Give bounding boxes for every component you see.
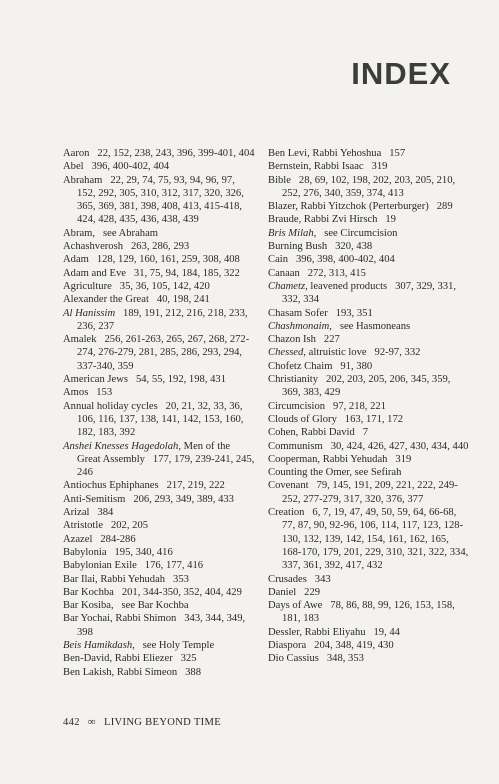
index-entry-text: Ben-David, Rabbi Eliezer 325 <box>63 653 197 665</box>
index-entry-text: Adam and Eve 31, 75, 94, 184, 185, 322 <box>63 267 240 279</box>
index-entry-text: Bible 28, 69, 102, 198, 202, 203, 205, 210, 252, 276, 340, 359, 374, 413 <box>268 174 458 199</box>
index-entry <box>268 160 470 173</box>
running-title: LIVING BEYOND TIME <box>103 716 221 728</box>
index-entry <box>268 373 470 400</box>
index-entry-text: see Circumcision <box>316 227 398 239</box>
index-entry-text: Counting the Omer, see Sefirah <box>268 467 402 479</box>
index-entry-text: Abraham 22, 29, 74, 75, 93, 94, 96, 97, 152, 292, 305, 310, 312, 317, 320, 326, 365, 369, 381, 398, 408, 413, 415-418, 424, 428, 435, 436, 438, 439 <box>63 174 247 226</box>
index-entry <box>268 320 470 333</box>
index-entry <box>63 440 258 480</box>
index-entry <box>268 200 470 213</box>
index-entry <box>63 240 255 253</box>
index-entry-text: Atristotle 202, 205 <box>63 520 149 532</box>
index-entry <box>268 413 470 426</box>
index-entry <box>63 293 255 306</box>
index-entry <box>268 506 470 572</box>
index-entry <box>63 280 255 293</box>
index-entry <box>63 373 255 386</box>
index-entry <box>268 466 470 479</box>
index-entry-italic-term: Chessed, <box>268 347 306 359</box>
index-entry-text: Crusades 343 <box>268 573 331 585</box>
index-entry-text: Achashverosh 263, 286, 293 <box>63 241 190 253</box>
index-entry-italic-term: Beis Hamikdash, <box>63 639 135 651</box>
index-entry-text: Ben Levi, Rabbi Yehoshua 157 <box>268 148 406 159</box>
index-entry <box>268 639 470 652</box>
index-entry-text: see Hasmoneans <box>331 320 411 332</box>
index-entry <box>63 493 255 506</box>
index-entry-text: Christianity 202, 203, 205, 206, 345, 359, 369, 383, 429 <box>268 374 454 399</box>
index-entry <box>268 147 470 160</box>
index-entry <box>268 174 470 201</box>
index-entry-text: Bar Kochba 201, 344-350, 352, 404, 429 <box>63 586 242 598</box>
index-entry-text: Chofetz Chaim 91, 380 <box>268 360 373 372</box>
index-entry <box>268 346 470 359</box>
index-entry-text: Babylonia 195, 340, 416 <box>63 546 173 558</box>
index-entry-text: Braude, Rabbi Zvi Hirsch 19 <box>268 214 396 226</box>
index-entry-text: Canaan 272, 313, 415 <box>268 267 366 279</box>
index-entry-text: Antiochus Ephiphanes 217, 219, 222 <box>63 480 225 492</box>
index-entry-text: 189, 191, 212, 216, 218, 233, 236, 237 <box>77 307 251 332</box>
index-entry <box>63 333 255 373</box>
index-entry-text: Burning Bush 320, 438 <box>268 241 373 253</box>
index-entry <box>268 599 470 626</box>
index-entry <box>268 652 470 665</box>
index-entry-text: Bernstein, Rabbi Isaac 319 <box>268 161 388 173</box>
index-entry-italic-term: Al Hanissim <box>63 307 116 319</box>
index-entry-text: Ben Lakish, Rabbi Simeon 388 <box>63 666 202 678</box>
index-entry-text: Adam 128, 129, 160, 161, 259, 308, 408 <box>63 254 240 266</box>
index-entry-text: Cohen, Rabbi David 7 <box>268 427 369 439</box>
index-entry-text: Cain 396, 398, 400-402, 404 <box>268 254 395 266</box>
index-entry-italic-term: Chashmonaim, <box>268 320 332 332</box>
index-entry <box>268 307 470 320</box>
index-entry <box>268 360 470 373</box>
index-entry-text: Covenant 79, 145, 191, 209, 221, 222, 249-252, 277-279, 317, 320, 376, 377 <box>268 480 458 505</box>
index-entry <box>63 652 255 665</box>
index-entry <box>63 612 255 639</box>
index-entry <box>268 240 470 253</box>
index-entry-text: Bar Yochai, Rabbi Shimon 343, 344, 349, 398 <box>63 613 248 638</box>
index-entry-italic-term: Anshei Knesses Hagedolah, <box>63 440 181 452</box>
index-entry <box>63 147 255 160</box>
index-entry-text: Dessler, Rabbi Eliyahu 19, 44 <box>268 626 400 638</box>
index-entry-text: Annual holiday cycles 20, 21, 32, 33, 36, 106, 116, 137, 138, 141, 142, 153, 160, 182, 183, 392 <box>63 400 247 439</box>
index-entry <box>63 599 255 612</box>
index-entry <box>268 227 470 240</box>
page-title: INDEX <box>351 56 451 91</box>
index-entry-text: Agriculture 35, 36, 105, 142, 420 <box>63 280 210 292</box>
index-entry <box>268 573 470 586</box>
index-entry-italic-term: Chametz, <box>268 280 308 292</box>
index-entry-text: Aaron 22, 152, 238, 243, 396, 399-401, 404 <box>63 148 255 159</box>
index-entry-text: Alexander the Great 40, 198, 241 <box>63 294 210 306</box>
index-entry <box>63 160 255 173</box>
index-entry-text: Bar Ilai, Rabbi Yehudah 353 <box>63 573 189 585</box>
index-entry <box>268 626 470 639</box>
index-entry-text: Clouds of Glory 163, 171, 172 <box>268 413 404 425</box>
index-entry-text: Days of Awe 78, 86, 88, 99, 126, 153, 158, 181, 183 <box>268 600 458 625</box>
index-entry <box>63 267 255 280</box>
index-entry-text: Amos 153 <box>63 387 113 399</box>
index-entry-text: Chazon Ish 227 <box>268 334 340 346</box>
index-entry-text: Blazer, Rabbi Yitzchok (Perterburger) 289 <box>268 201 453 213</box>
index-column-left <box>63 147 258 679</box>
index-entry <box>268 333 470 346</box>
index-entry-text: Anti-Semitism 206, 293, 349, 389, 433 <box>63 493 234 505</box>
index-entry <box>268 280 470 307</box>
index-entry-text: Men of the Great Assembly 177, 179, 239-241, 245, 246 <box>77 440 258 479</box>
index-entry-text: Creation 6, 7, 19, 47, 49, 50, 59, 64, 66-68, 77, 87, 90, 92-96, 106, 114, 117, 123, 128-130, 132, 139, 142, 154, 161, 162, 165, 168-170, 179, 201, 229, 310, 321, 322, 334, 337, 361, 392, 417, 432 <box>268 507 471 572</box>
page-number: 442 <box>63 716 80 728</box>
index-entry <box>63 586 255 599</box>
index-entry <box>63 546 255 559</box>
index-entry-text: Daniel 229 <box>268 586 321 598</box>
index-entry-text: Chasam Sofer 193, 351 <box>268 307 373 319</box>
index-entry <box>268 213 470 226</box>
index-entry <box>268 267 470 280</box>
index-entry <box>63 519 255 532</box>
page-footer <box>63 716 221 728</box>
index-entry <box>63 666 255 679</box>
index-entry-text: Abram, see Abraham <box>63 227 159 239</box>
ornament-icon: ∞ <box>87 716 96 728</box>
index-entry <box>268 426 470 439</box>
index-entry <box>268 453 470 466</box>
index-entry-italic-term: Bris Milah, <box>268 227 317 239</box>
index-entry-text: Communism 30, 424, 426, 427, 430, 434, 440 <box>268 440 469 452</box>
index-entry <box>268 440 470 453</box>
index-entry-text: Amalek 256, 261-263, 265, 267, 268, 272-274, 276-279, 281, 285, 286, 293, 294, 337-340, 359 <box>63 334 250 372</box>
index-entry <box>63 227 255 240</box>
index-entry-text: Dio Cassius 348, 353 <box>268 653 364 665</box>
index-entry <box>268 586 470 599</box>
index-entry-text: Bar Kosiba, see Bar Kochba <box>63 600 189 612</box>
index-entry-text: Diaspora 204, 348, 419, 430 <box>268 639 394 651</box>
index-entry-text: Babylonian Exile 176, 177, 416 <box>63 560 204 572</box>
index-entry <box>268 253 470 266</box>
index-entry <box>63 559 255 572</box>
index-entry <box>63 400 255 440</box>
index-entry-text: Cooperman, Rabbi Yehudah 319 <box>268 453 412 465</box>
index-entry <box>268 479 470 506</box>
index-entry <box>268 400 470 413</box>
index-entry-text: Abel 396, 400-402, 404 <box>63 161 170 173</box>
index-entry <box>63 573 255 586</box>
index-entry-text: altruistic love 92-97, 332 <box>305 347 421 359</box>
index-entry-text: Azazel 284-286 <box>63 533 136 545</box>
index-entry-text: leavened products 307, 329, 331, 332, 334 <box>282 280 459 306</box>
index-entry-text: see Holy Temple <box>134 639 215 651</box>
index-entry <box>63 533 255 546</box>
index-entry-text: American Jews 54, 55, 192, 198, 431 <box>63 374 227 386</box>
index-entry <box>63 174 255 227</box>
index-entry <box>63 479 255 492</box>
index-entry <box>63 386 255 399</box>
index-entry-text: Arizal 384 <box>63 507 114 519</box>
index-entry <box>63 307 255 334</box>
index-entry <box>63 506 255 519</box>
index-column-right <box>268 147 470 666</box>
index-entry-text: Circumcision 97, 218, 221 <box>268 400 386 412</box>
index-entry <box>63 639 255 652</box>
index-entry <box>63 253 255 266</box>
